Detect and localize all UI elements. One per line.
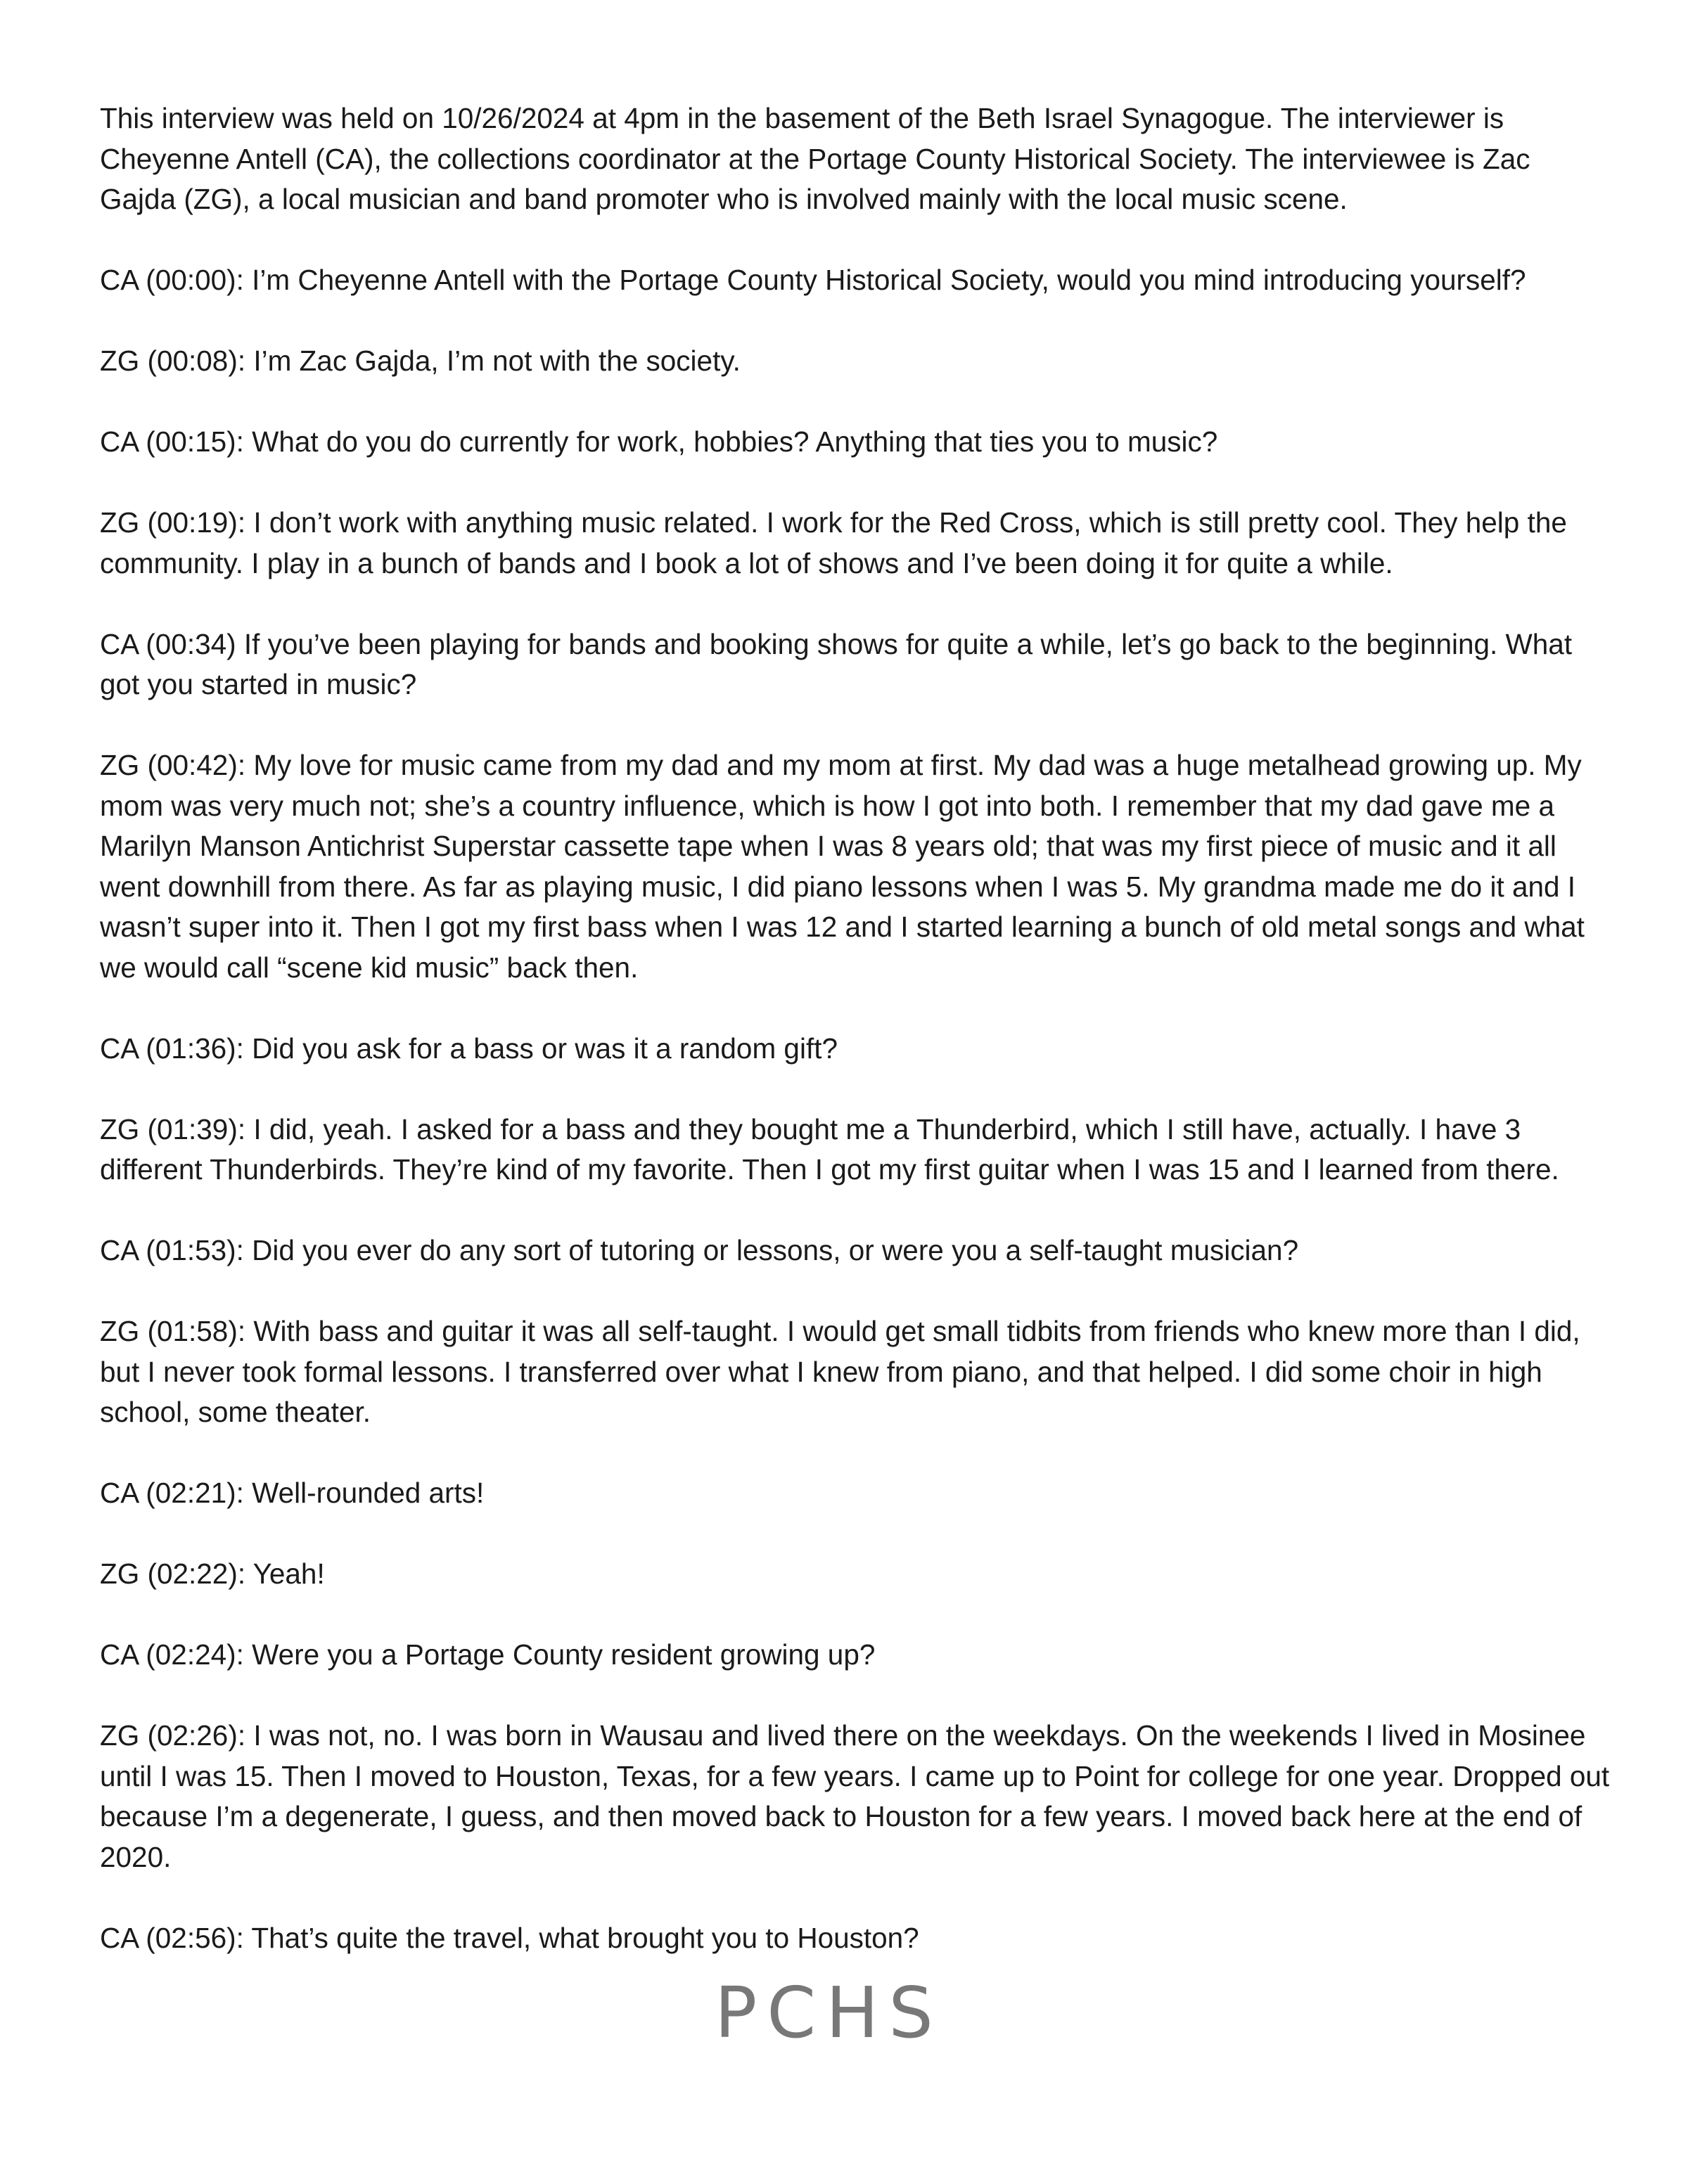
transcript-line-zg-0226: ZG (02:26): I was not, no. I was born in Wausau and lived there on the weekdays. On the weekends I lived in Mosinee until I was 15. Then I moved to Houston, Texas, for a few years. I came up to Point for college for one year. Dropped out because I’m a degenerate, I guess, and then moved back to Houston for a few years. I moved back here at the end of 2020. (100, 1719, 1610, 1873)
transcript-line-ca-0136: CA (01:36): Did you ask for a bass or was it a random gift? (100, 1032, 838, 1065)
pchs-watermark: PCHS (715, 1972, 943, 2054)
intro-paragraph: This interview was held on 10/26/2024 at 4pm in the basement of the Beth Israel Synagogue. The interviewer is Cheyenne Antell (CA), the collections coordinator at the Portage County Historical Society. The interviewee is Zac Gajda (ZG), a local musician and band promoter who is involved mainly with the local music scene. (100, 102, 1530, 215)
transcript-line-ca-0000: CA (00:00): I’m Cheyenne Antell with the Portage County Historical Society, would you mind introducing yourself? (100, 264, 1526, 296)
transcript-line-zg-0008: ZG (00:08): I’m Zac Gajda, I’m not with the society. (100, 345, 741, 377)
transcript-line-ca-0224: CA (02:24): Were you a Portage County resident growing up? (100, 1638, 876, 1671)
transcript-line-ca-0221: CA (02:21): Well-rounded arts! (100, 1477, 485, 1509)
transcript-line-zg-0222: ZG (02:22): Yeah! (100, 1557, 325, 1590)
transcript-line-zg-0042: ZG (00:42): My love for music came from my dad and my mom at first. My dad was a huge metalhead growing up. My mom was very much not; she’s a country influence, which is how I got into both. I remember that my dad gave me a Marilyn Manson Antichrist Superstar cassette tape when I was 8 years old; that was my first piece of music and it all went downhill from there. As far as playing music, I did piano lessons when I was 5. My grandma made me do it and I wasn’t super into it. Then I got my first bass when I was 12 and I started learning a bunch of old metal songs and what we would call “scene kid music” back then. (100, 749, 1585, 984)
transcript-line-zg-0019: ZG (00:19): I don’t work with anything music related. I work for the Red Cross, which is still pretty cool. They help the community. I play in a bunch of bands and I book a lot of shows and I’ve been doing it for quite a while. (100, 506, 1567, 579)
transcript-line-ca-0153: CA (01:53): Did you ever do any sort of tutoring or lessons, or were you a self-taught musician? (100, 1234, 1299, 1266)
transcript-line-zg-0139: ZG (01:39): I did, yeah. I asked for a bass and they bought me a Thunderbird, which I still have, actually. I have 3 different Thunderbirds. They’re kind of my favorite. Then I got my first guitar when I was 15 and I learned from there. (100, 1112, 1559, 1186)
transcript-body (100, 98, 1611, 1999)
transcript-line-ca-0256: CA (02:56): That’s quite the travel, what brought you to Houston? (100, 1921, 919, 1954)
transcript-line-zg-0158: ZG (01:58): With bass and guitar it was all self-taught. I would get small tidbits from friends who knew more than I did, but I never took formal lessons. I transferred over what I knew from piano, and that helped. I did some choir in high school, some theater. (100, 1315, 1580, 1428)
transcript-line-ca-0034: CA (00:34) If you’ve been playing for bands and booking shows for quite a while, let’s go back to the beginning. What got you started in music? (100, 627, 1573, 700)
transcript-line-ca-0015: CA (00:15): What do you do currently for work, hobbies? Anything that ties you to music? (100, 425, 1218, 458)
